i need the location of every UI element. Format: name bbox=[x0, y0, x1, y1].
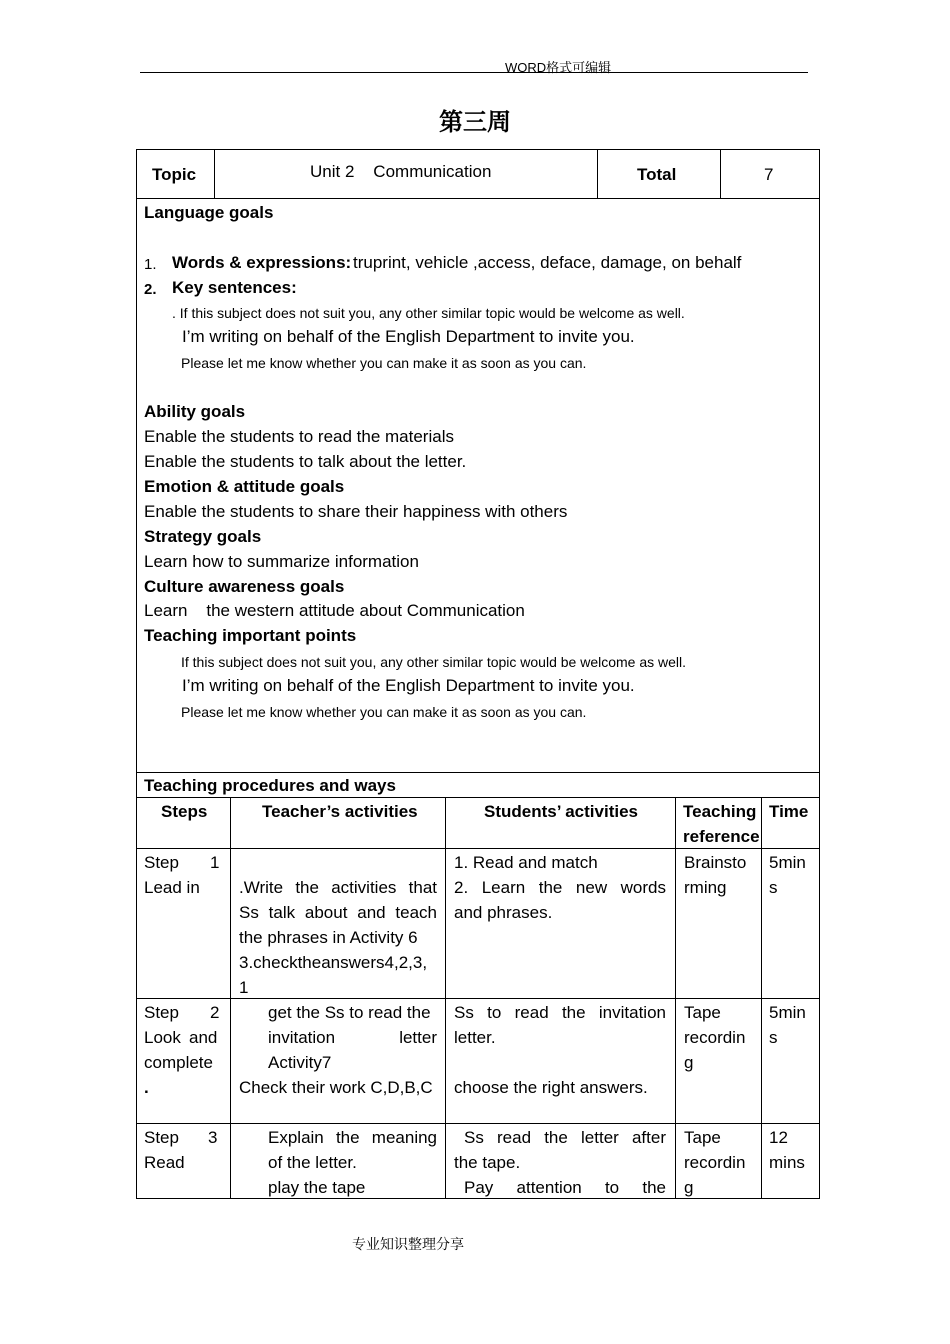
student-activity-line: Pay attention to the bbox=[464, 1178, 666, 1197]
topic-label: Topic bbox=[152, 165, 197, 184]
key-sentence: I’m writing on behalf of the English Department to invite you. bbox=[182, 327, 635, 346]
divider bbox=[136, 1123, 819, 1124]
step-cell: 3 bbox=[208, 1128, 218, 1147]
total-label: Total bbox=[637, 165, 677, 184]
culture-goal-line: Learn the western attitude about Communication bbox=[144, 601, 525, 620]
total-value: 7 bbox=[764, 165, 774, 184]
step-cell: complete bbox=[144, 1053, 213, 1072]
step-cell: Step bbox=[144, 1128, 179, 1147]
key-sentence: . If this subject does not suit you, any other similar topic would be welcome as well. bbox=[172, 305, 685, 321]
column-header-teacher: Teacher’s activities bbox=[262, 802, 418, 821]
teacher-activity-line: .Write the activities that bbox=[239, 878, 437, 897]
time-cell: s bbox=[769, 1028, 778, 1047]
teacher-activity-line: of the letter. bbox=[268, 1153, 357, 1172]
teacher-activity-line: Activity7 bbox=[268, 1053, 332, 1072]
words-expressions-label: Words & expressions: bbox=[172, 253, 352, 272]
culture-goals-heading: Culture awareness goals bbox=[144, 577, 345, 596]
time-cell: 5min bbox=[769, 1003, 806, 1022]
column-header-students: Students’ activities bbox=[484, 802, 638, 821]
reference-cell: Brainsto bbox=[684, 853, 747, 872]
reference-cell: Tape bbox=[684, 1003, 721, 1022]
teacher-activity-line: 1 bbox=[239, 978, 249, 997]
procedures-heading: Teaching procedures and ways bbox=[144, 776, 396, 795]
strategy-goal-line: Learn how to summarize information bbox=[144, 552, 419, 571]
reference-cell: g bbox=[684, 1178, 694, 1197]
divider bbox=[230, 797, 231, 1198]
header-rule bbox=[140, 72, 808, 73]
student-activity-line: the tape. bbox=[454, 1153, 521, 1172]
divider bbox=[597, 149, 598, 198]
words-expressions-text: truprint, vehicle ,access, deface, damage, on behalf bbox=[353, 253, 742, 272]
student-activity-line: choose the right answers. bbox=[454, 1078, 648, 1097]
reference-cell: Tape bbox=[684, 1128, 721, 1147]
item-number: 2. bbox=[144, 281, 157, 298]
divider bbox=[136, 797, 819, 798]
column-header-reference: reference bbox=[683, 827, 760, 846]
student-activity-line: and phrases. bbox=[454, 903, 553, 922]
emotion-goal-line: Enable the students to share their happiness with others bbox=[144, 502, 568, 521]
page-title: 第三周 bbox=[439, 108, 511, 136]
teacher-activity-line: Explain the meaning bbox=[268, 1128, 437, 1147]
teacher-activity-line: the phrases in Activity 6 bbox=[239, 928, 418, 947]
reference-cell: rming bbox=[684, 878, 727, 897]
column-header-steps: Steps bbox=[161, 802, 208, 821]
important-point: If this subject does not suit you, any other similar topic would be welcome as well. bbox=[181, 654, 687, 670]
step-cell: Step bbox=[144, 853, 179, 872]
teacher-activity-line: Check their work C,D,B,C bbox=[239, 1078, 433, 1097]
reference-cell: recordin bbox=[684, 1153, 746, 1172]
important-point: I’m writing on behalf of the English Department to invite you. bbox=[182, 676, 635, 695]
ability-goals-heading: Ability goals bbox=[144, 402, 246, 421]
reference-cell: g bbox=[684, 1053, 694, 1072]
step-cell: Read bbox=[144, 1153, 185, 1172]
important-points-heading: Teaching important points bbox=[144, 626, 357, 645]
column-header-time: Time bbox=[769, 802, 809, 821]
divider bbox=[761, 797, 762, 1198]
teacher-activity-line: invitation letter bbox=[268, 1028, 437, 1047]
teacher-activity-line: get the Ss to read the bbox=[268, 1003, 431, 1022]
ability-goal-line: Enable the students to talk about the letter. bbox=[144, 452, 467, 471]
page-footer: 专业知识整理分享 bbox=[352, 1237, 464, 1253]
student-activity-line: 2. Learn the new words bbox=[454, 878, 666, 897]
teacher-activity-line: Ss talk about and teach bbox=[239, 903, 437, 922]
student-activity-line: letter. bbox=[454, 1028, 496, 1047]
divider bbox=[720, 149, 721, 198]
ability-goal-line: Enable the students to read the materials bbox=[144, 427, 454, 446]
strategy-goals-heading: Strategy goals bbox=[144, 527, 262, 546]
teacher-activity-line: 3.checktheanswers4,2,3, bbox=[239, 953, 428, 972]
key-sentence: Please let me know whether you can make it as soon as you can. bbox=[181, 355, 587, 371]
time-cell: 12 bbox=[769, 1128, 788, 1147]
student-activity-line: Ss read the letter after bbox=[464, 1128, 666, 1147]
time-cell: mins bbox=[769, 1153, 805, 1172]
time-cell: s bbox=[769, 878, 778, 897]
page-header-text: WORD格式可编辑 bbox=[505, 60, 612, 75]
divider bbox=[445, 797, 446, 1198]
reference-cell: recordin bbox=[684, 1028, 746, 1047]
step-cell: 2 bbox=[210, 1003, 220, 1022]
step-cell: Step bbox=[144, 1003, 179, 1022]
language-goals-heading: Language goals bbox=[144, 203, 274, 222]
item-number: 1. bbox=[144, 256, 157, 273]
step-cell: and bbox=[189, 1028, 218, 1047]
time-cell: 5min bbox=[769, 853, 806, 872]
emotion-goals-heading: Emotion & attitude goals bbox=[144, 477, 345, 496]
step-cell: Lead in bbox=[144, 878, 200, 897]
teacher-activity-line: play the tape bbox=[268, 1178, 366, 1197]
key-sentences-label: Key sentences: bbox=[172, 278, 297, 297]
divider bbox=[675, 797, 676, 1198]
student-activity-line: Ss to read the invitation bbox=[454, 1003, 666, 1022]
topic-value: Unit 2 Communication bbox=[310, 162, 492, 181]
step-cell: Look bbox=[144, 1028, 181, 1047]
column-header-reference: Teaching bbox=[683, 802, 757, 821]
important-point: Please let me know whether you can make it as soon as you can. bbox=[181, 704, 587, 720]
step-cell: . bbox=[144, 1078, 149, 1097]
student-activity-line: 1. Read and match bbox=[454, 853, 598, 872]
step-cell: 1 bbox=[210, 853, 220, 872]
divider bbox=[214, 149, 215, 198]
